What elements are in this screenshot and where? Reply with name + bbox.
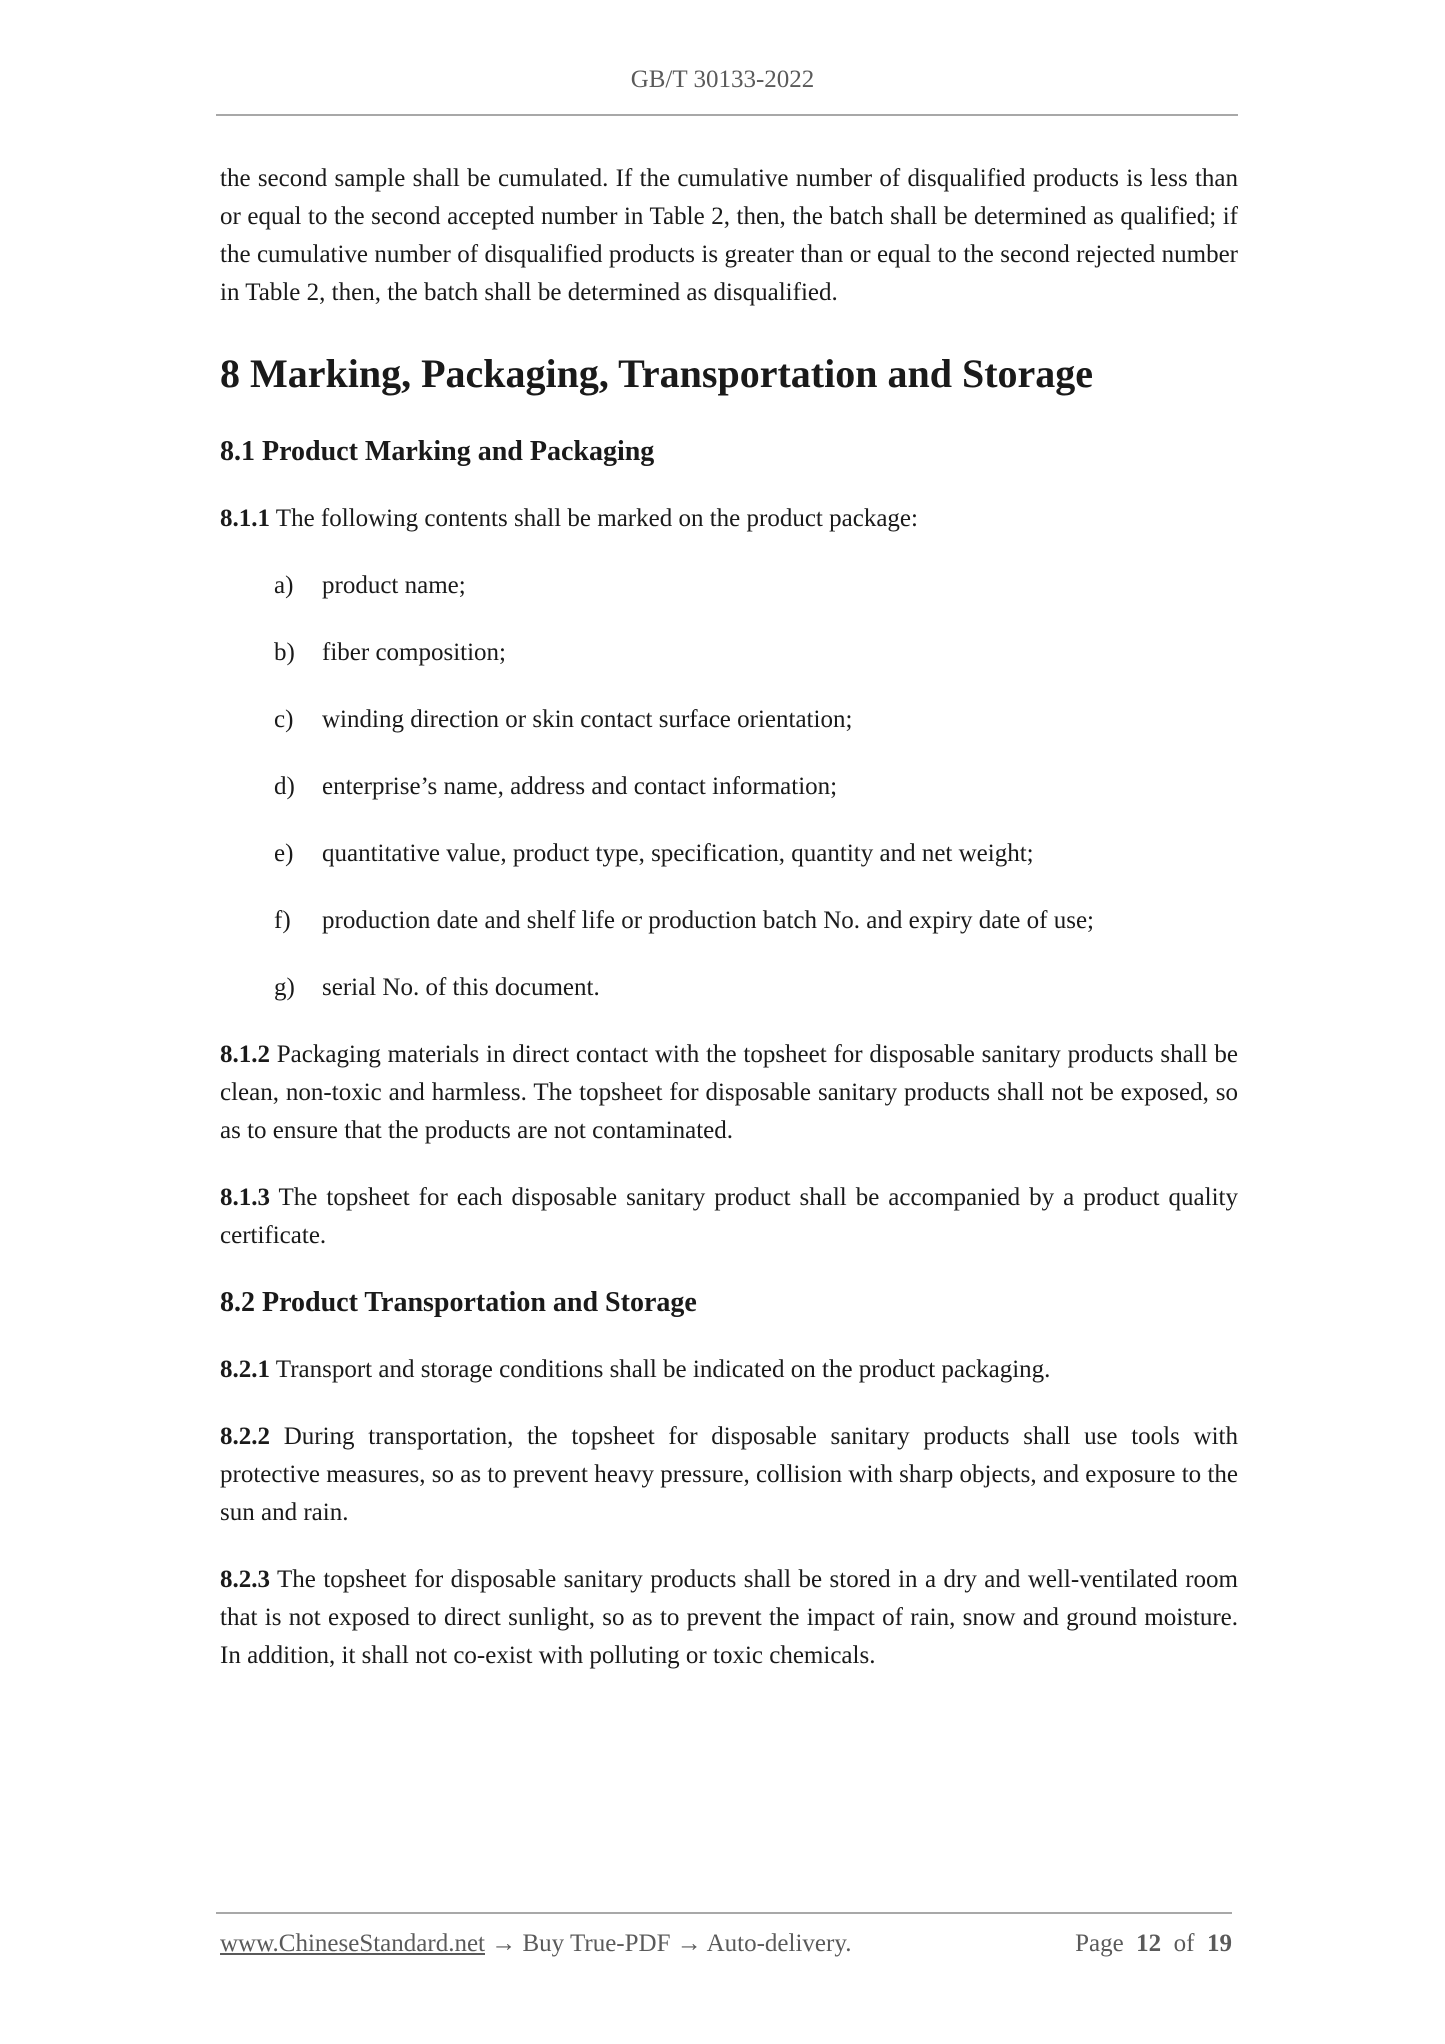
clause-8-2-1 — [220, 1351, 1238, 1389]
page-indicator — [1075, 1930, 1232, 1958]
list-item-label: b) — [274, 639, 295, 666]
clause-text: The topsheet for disposable sanitary products shall be stored in a dry and well-ventilated room that is not exposed to direct sunlight, so as to prevent the impact of rain, snow and ground moisture. In addition, it shall not co-exist with polluting or toxic chemicals. — [220, 1566, 1238, 1669]
clause-8-2-2 — [220, 1418, 1238, 1532]
list-item — [220, 701, 1238, 739]
footer-divider — [216, 1912, 1232, 1914]
list-item — [220, 634, 1238, 672]
list-item-text: enterprise’s name, address and contact information; — [322, 773, 838, 800]
clause-text: The topsheet for each disposable sanitary product shall be accompanied by a product quality certificate. — [220, 1184, 1238, 1249]
list-item — [220, 768, 1238, 806]
page-body — [220, 160, 1238, 1675]
clause-8-1-2 — [220, 1036, 1238, 1150]
list-item-text: quantitative value, product type, specification, quantity and net weight; — [322, 840, 1034, 867]
promo-text: → Buy True-PDF → Auto-delivery. — [485, 1930, 852, 1957]
list-item-text: product name; — [322, 572, 466, 599]
header-divider — [216, 114, 1238, 116]
total-pages-number: 19 — [1207, 1930, 1232, 1957]
list-item-label: a) — [274, 572, 294, 599]
clause-number: 8.2.3 — [220, 1566, 270, 1593]
clause-number: 8.1.2 — [220, 1041, 270, 1068]
list-item-label: e) — [274, 840, 294, 867]
list-item — [220, 567, 1238, 605]
page-word: Page — [1075, 1930, 1124, 1957]
section-8-1-heading: 8.1 Product Marking and Packaging — [220, 436, 655, 467]
website-link[interactable]: www.ChineseStandard.net — [220, 1930, 485, 1957]
list-item-label: f) — [274, 907, 291, 934]
list-item-text: production date and shelf life or production batch No. and expiry date of use; — [322, 907, 1094, 934]
intro-paragraph: the second sample shall be cumulated. If the cumulative number of disqualified products is less than or equal to the second accepted number in Table 2, then, the batch shall be determined as qualified; if the cumulative number of disqualified products is greater than or equal to the second rejected number in Table 2, then, the batch shall be determined as disqualified. — [220, 165, 1238, 306]
clause-8-2-3 — [220, 1561, 1238, 1675]
marking-contents-list — [220, 567, 1238, 1007]
list-item — [220, 835, 1238, 873]
clause-number: 8.1.1 — [220, 505, 270, 532]
list-item-label: c) — [274, 706, 294, 733]
section-8-2-heading: 8.2 Product Transportation and Storage — [220, 1287, 697, 1318]
page-footer — [220, 1930, 1232, 1958]
list-item — [220, 902, 1238, 940]
clause-text: Transport and storage conditions shall be indicated on the product packaging. — [270, 1356, 1051, 1383]
clause-number: 8.2.2 — [220, 1423, 270, 1450]
document-id-header: GB/T 30133-2022 — [630, 66, 815, 93]
clause-text: The following contents shall be marked on the product package: — [270, 505, 918, 532]
list-item — [220, 969, 1238, 1007]
clause-text: Packaging materials in direct contact with the topsheet for disposable sanitary products shall be clean, non-toxic and harmless. The topsheet for disposable sanitary products shall not be exposed, so as to ensure that the products are not contaminated. — [220, 1041, 1238, 1144]
current-page-number: 12 — [1136, 1930, 1162, 1957]
list-item-label: d) — [274, 773, 295, 800]
footer-promo — [220, 1930, 851, 1958]
list-item-text: winding direction or skin contact surface orientation; — [322, 706, 853, 733]
clause-text: During transportation, the topsheet for disposable sanitary products shall use tools with protective measures, so as to prevent heavy pressure, collision with sharp objects, and exposure to the sun and rain. — [220, 1423, 1238, 1526]
list-item-label: g) — [274, 974, 295, 1001]
clause-8-1-1 — [220, 500, 1238, 538]
clause-8-1-3 — [220, 1179, 1238, 1255]
list-item-text: serial No. of this document. — [322, 974, 600, 1001]
clause-number: 8.2.1 — [220, 1356, 270, 1383]
of-word: of — [1173, 1930, 1195, 1957]
clause-number: 8.1.3 — [220, 1184, 270, 1211]
section-8-heading: 8 Marking, Packaging, Transportation and Storage — [220, 351, 1094, 396]
list-item-text: fiber composition; — [322, 639, 506, 666]
